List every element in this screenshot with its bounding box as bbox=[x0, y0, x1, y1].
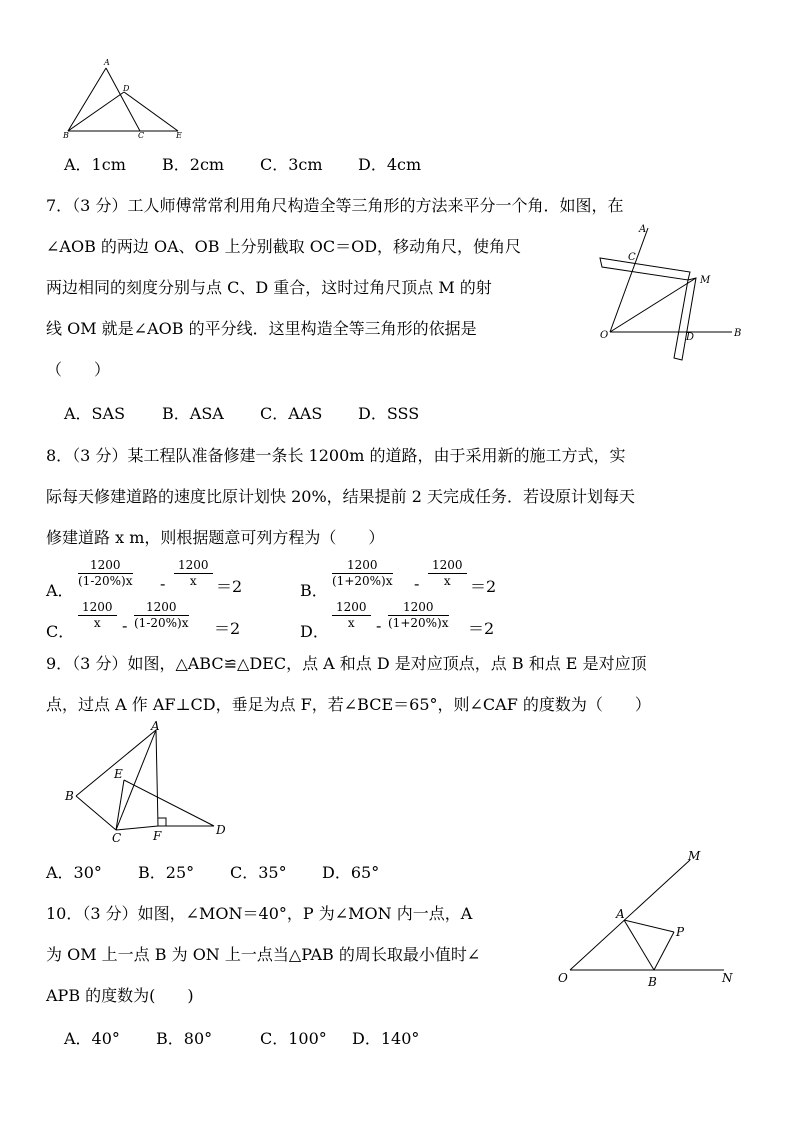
q7-label-a: A bbox=[639, 224, 647, 235]
q8-option-d-frac-1 bbox=[332, 600, 371, 631]
q7-label-c: C bbox=[628, 252, 636, 263]
q6-label-c: C bbox=[138, 131, 145, 140]
q10-option-c[interactable]: C．100° bbox=[260, 1029, 327, 1048]
q8-line-3: 修建道路 x m，则根据题意可列方程为（ ） bbox=[46, 528, 385, 547]
q8-option-b-minus: - bbox=[414, 574, 420, 593]
q6-option-c[interactable]: C．3cm bbox=[260, 155, 323, 174]
q7-line-4: 线 OM 就是∠AOB 的平分线．这里构造全等三角形的依据是 bbox=[46, 319, 477, 338]
q7-line-5: （ ） bbox=[46, 360, 111, 379]
q8-option-b-num-1: 1200 bbox=[332, 558, 393, 574]
q8-option-b-frac-1 bbox=[332, 558, 393, 589]
q10-option-b[interactable]: B．80° bbox=[156, 1029, 213, 1048]
q7-angle-ruler-figure bbox=[592, 222, 752, 364]
q9-label-a: A bbox=[151, 720, 160, 733]
q7-line-1: 7．（3 分）工人师傅常常利用角尺构造全等三角形的方法来平分一个角．如图，在 bbox=[46, 196, 624, 215]
q9-option-c[interactable]: C．35° bbox=[230, 863, 287, 882]
q8-option-c-frac-2 bbox=[134, 600, 189, 631]
q8-option-b-num-2: 1200 bbox=[428, 558, 467, 574]
q9-label-e: E bbox=[114, 767, 123, 781]
q8-option-c-frac-1 bbox=[78, 600, 117, 631]
q7-line-3: 两边相同的刻度分别与点 C、D 重合，这时过角尺顶点 M 的射 bbox=[46, 278, 492, 297]
q9-line-2: 点，过点 A 作 AF⊥CD，垂足为点 F，若∠BCE＝65°，则∠CAF 的度数为（ ） bbox=[46, 695, 651, 714]
q8-option-a-frac-2 bbox=[174, 558, 213, 589]
q8-option-a-num-2: 1200 bbox=[174, 558, 213, 574]
q9-congruent-triangles-figure bbox=[62, 720, 232, 846]
q8-option-c-minus: - bbox=[122, 616, 128, 635]
q10-line-2: 为 OM 上一点 B 为 ON 上一点当△PAB 的周长取最小值时∠ bbox=[46, 945, 481, 964]
q8-line-1: 8．（3 分）某工程队准备修建一条长 1200m 的道路，由于采用新的施工方式，实 bbox=[46, 446, 626, 465]
q6-label-a: A bbox=[104, 58, 110, 67]
q9-option-d[interactable]: D．65° bbox=[322, 863, 380, 882]
q8-option-c-num-2: 1200 bbox=[134, 600, 189, 616]
q8-option-a-frac-1 bbox=[78, 558, 133, 589]
q8-option-a-den-2: x bbox=[189, 574, 197, 588]
q8-option-d-frac-2 bbox=[388, 600, 449, 631]
q8-option-d-num-2: 1200 bbox=[388, 600, 449, 616]
q8-option-b-rhs: ＝2 bbox=[470, 577, 497, 596]
q8-option-b-letter: B． bbox=[300, 581, 328, 600]
q8-line-2: 际每天修建道路的速度比原计划快 20%，结果提前 2 天完成任务．若设原计划每天 bbox=[46, 487, 636, 506]
q9-line-1: 9．（3 分）如图，△ABC≌△DEC，点 A 和点 D 是对应顶点，点 B 和点 E 是对应顶 bbox=[46, 654, 647, 673]
q10-option-a[interactable]: A．40° bbox=[64, 1029, 120, 1048]
q10-label-p: P bbox=[676, 925, 685, 939]
q8-option-c-num-1: 1200 bbox=[78, 600, 117, 616]
q8-option-a-den-1: (1-20%)x bbox=[78, 574, 133, 588]
q9-label-b: B bbox=[65, 789, 74, 803]
q8-option-d-den-1: x bbox=[347, 616, 355, 630]
q8-option-a-rhs: ＝2 bbox=[216, 577, 243, 596]
q6-option-a[interactable]: A．1cm bbox=[64, 155, 126, 174]
q6-label-b: B bbox=[63, 131, 69, 140]
q10-line-1: 10．（3 分）如图，∠MON＝40°，P 为∠MON 内一点，A bbox=[46, 904, 473, 923]
q8-option-c-den-2: (1-20%)x bbox=[134, 616, 189, 630]
q9-label-c: C bbox=[112, 831, 122, 845]
q8-option-c-den-1: x bbox=[93, 616, 101, 630]
q7-label-o: O bbox=[600, 330, 609, 341]
q7-option-d[interactable]: D．SSS bbox=[358, 404, 420, 423]
q8-option-b-frac-2 bbox=[428, 558, 467, 589]
q10-label-o: O bbox=[558, 971, 568, 985]
q8-option-a-num-1: 1200 bbox=[78, 558, 133, 574]
q10-label-n: N bbox=[722, 971, 733, 985]
q9-option-a[interactable]: A．30° bbox=[46, 863, 102, 882]
q8-option-d-rhs: ＝2 bbox=[468, 619, 495, 638]
q10-label-a: A bbox=[616, 907, 625, 921]
q8-option-d-minus: - bbox=[376, 616, 382, 635]
q7-option-a[interactable]: A．SAS bbox=[64, 404, 126, 423]
q8-option-b-den-2: x bbox=[443, 574, 451, 588]
q6-label-d: D bbox=[123, 84, 130, 93]
q8-option-d-letter: D． bbox=[300, 622, 329, 641]
q6-label-e: E bbox=[176, 131, 182, 140]
q8-option-a-minus: - bbox=[160, 574, 166, 593]
q10-label-b: B bbox=[648, 975, 657, 989]
q8-option-c-rhs: ＝2 bbox=[214, 619, 241, 638]
q7-option-c[interactable]: C．AAS bbox=[260, 404, 323, 423]
q10-angle-figure bbox=[554, 846, 744, 990]
q7-option-b[interactable]: B．ASA bbox=[162, 404, 224, 423]
q7-label-d: D bbox=[686, 332, 695, 343]
q9-label-f: F bbox=[153, 829, 162, 843]
q6-option-d[interactable]: D．4cm bbox=[358, 155, 422, 174]
q8-option-b-den-1: (1+20%)x bbox=[332, 574, 393, 588]
q10-line-3: APB 的度数为( ) bbox=[46, 986, 194, 1005]
q9-option-b[interactable]: B．25° bbox=[138, 863, 195, 882]
q7-label-m: M bbox=[700, 275, 711, 286]
q7-label-b: B bbox=[734, 328, 742, 339]
q8-option-d-num-1: 1200 bbox=[332, 600, 371, 616]
q9-label-d: D bbox=[216, 823, 226, 837]
q8-option-c-letter: C． bbox=[46, 622, 75, 641]
q8-option-a-letter: A． bbox=[46, 581, 74, 600]
q10-option-d[interactable]: D．140° bbox=[352, 1029, 420, 1048]
q10-label-m: M bbox=[688, 849, 701, 863]
q7-line-2: ∠AOB 的两边 OA、OB 上分别截取 OC＝OD，移动角尺，使角尺 bbox=[46, 237, 522, 256]
q6-option-b[interactable]: B．2cm bbox=[162, 155, 225, 174]
q6-triangle-figure bbox=[60, 56, 195, 140]
q8-option-d-den-2: (1+20%)x bbox=[388, 616, 449, 630]
